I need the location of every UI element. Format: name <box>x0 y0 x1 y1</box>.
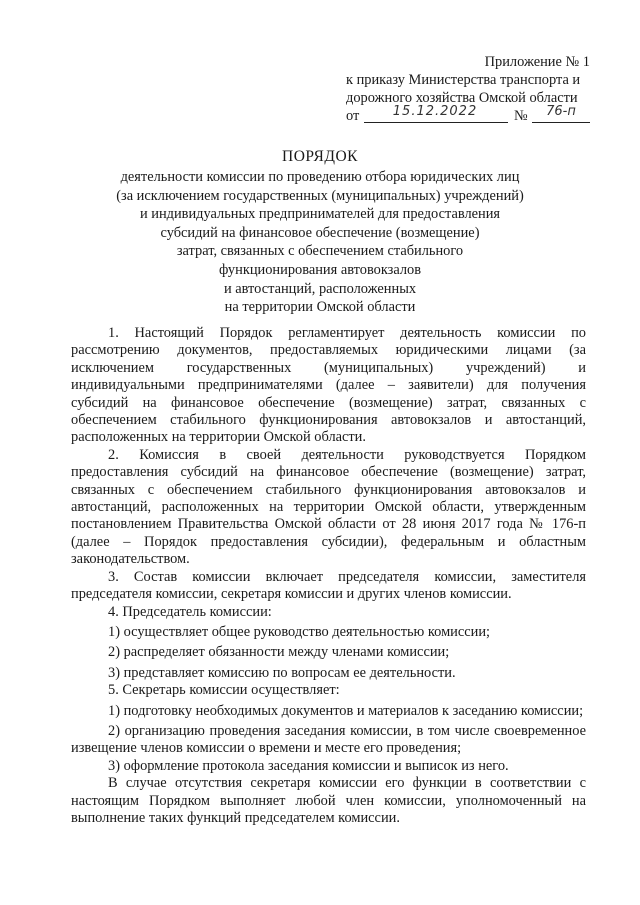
paragraph-5-item-3: 3) оформление протокола заседания комиссии и выписок из него. <box>108 757 509 774</box>
document-title: ПОРЯДОК <box>282 148 358 165</box>
paragraph-6: В случае отсутствия секретаря комиссии его функции в соответствии с настоящим Порядком выполняет любой член комиссии, уполномоченный на выполнение таких функций председателем комиссии. <box>71 775 586 826</box>
appendix-header <box>346 53 596 127</box>
subtitle-line: и автостанций, расположенных <box>223 280 417 297</box>
subtitle-line: функционирования автовокзалов <box>218 261 422 278</box>
order-reference-line: к приказу Министерства транспорта и <box>346 72 581 88</box>
subtitle-line: затрат, связанных с обеспечением стабильного <box>176 243 464 260</box>
subtitle-line: (за исключением государственных (муниципальных) учреждений) <box>116 187 524 204</box>
paragraph-2: 2. Комиссия в своей деятельности руководствуется Порядком предоставления субсидий на финансовое обеспечение (возмещение) затрат, связанных с обеспечением стабильного функционирования автовокзалов и автостанций, расположенных на территории Омской области, утвержденным постановлением Правительства Омской области от 28 июня 2017 года № 176-п (далее – Порядок предоставления субсидии), федеральным и областным законодательством. <box>71 446 586 568</box>
order-number: 76-п <box>546 104 576 119</box>
paragraph-4-item-3: 3) представляет комиссию по вопросам ее деятельности. <box>108 664 456 681</box>
subtitle-line: и индивидуальных предпринимателей для предоставления <box>139 206 501 223</box>
document-body <box>71 325 586 827</box>
paragraph-1: 1. Настоящий Порядок регламентирует деятельность комиссии по рассмотрению документов, предоставляемых юридическими лицами (за исключением государственных (муниципальных) учреждений) и индивидуальными предпринимателями (далее – заявители) для получения субсидий на финансовое обеспечение (возмещение) затрат, связанных с обеспечением стабильного функционирования автовокзалов и автостанций, расположенных на территории Омской области. <box>71 325 586 446</box>
subtitle-line: деятельности комиссии по проведению отбора юридических лиц <box>120 169 520 185</box>
appendix-number: Приложение № 1 <box>484 54 590 70</box>
from-label: от <box>346 108 360 124</box>
date-underline <box>364 122 508 123</box>
paragraph-4: 4. Председатель комиссии: <box>108 603 272 620</box>
order-date-row <box>346 104 596 127</box>
paragraph-3: 3. Состав комиссии включает председателя комиссии, заместителя председателя комиссии, секретаря комиссии и других членов комиссии. <box>71 568 586 603</box>
paragraph-4-item-2: 2) распределяет обязанности между членами комиссии; <box>108 644 450 661</box>
subtitle-line: субсидий на финансовое обеспечение (возмещение) <box>160 224 480 241</box>
number-label: № <box>514 108 528 124</box>
paragraph-4-item-1: 1) осуществляет общее руководство деятельностью комиссии; <box>108 623 491 640</box>
ministry-name-line: дорожного хозяйства Омской области <box>346 90 578 106</box>
document-subtitle <box>80 168 560 317</box>
paragraph-5-item-1: 1) подготовку необходимых документов и материалов к заседанию комиссии; <box>108 702 584 719</box>
paragraph-5-item-2: 2) организацию проведения заседания комиссии, в том числе своевременное извещение членов комиссии о времени и месте его проведения; <box>71 722 586 757</box>
order-date: 15.12.2022 <box>392 104 478 119</box>
number-underline <box>532 122 590 123</box>
paragraph-5: 5. Секретарь комиссии осуществляет: <box>108 682 340 699</box>
subtitle-line: на территории Омской области <box>224 299 416 316</box>
